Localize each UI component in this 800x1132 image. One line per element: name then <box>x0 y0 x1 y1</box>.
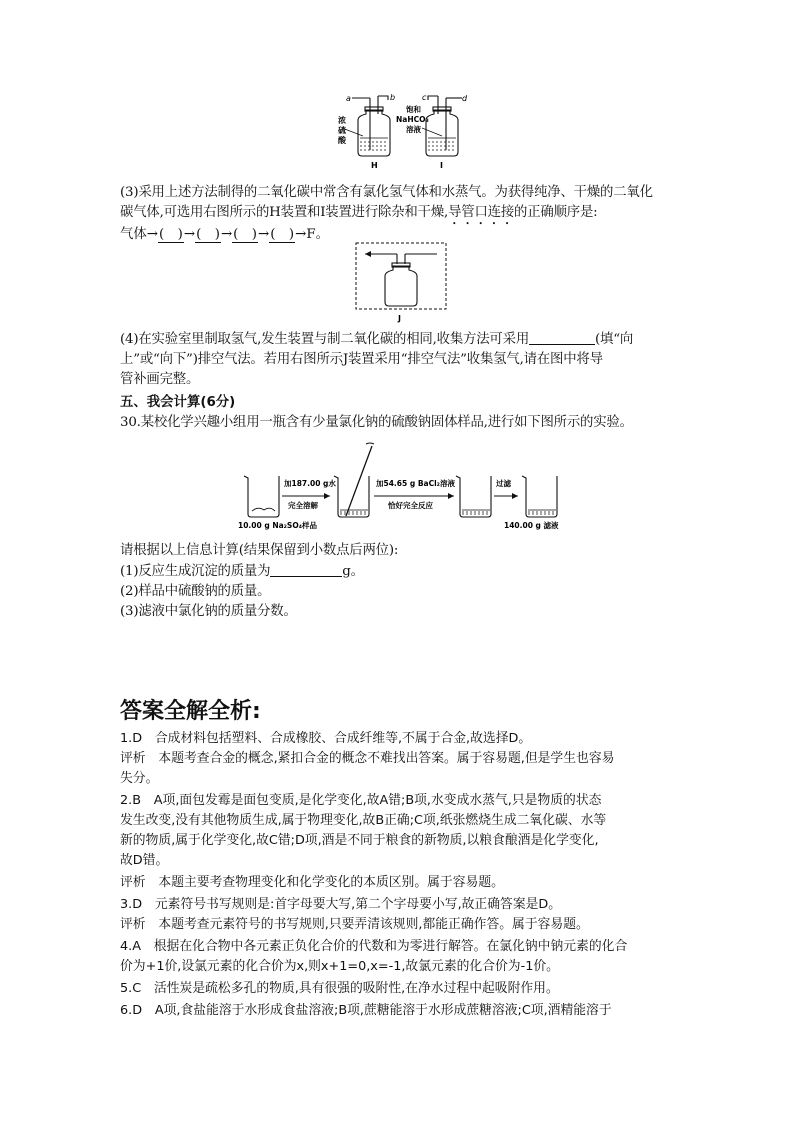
figure-experiment <box>234 440 568 536</box>
q30-sub-2: (2)样品中硫酸钠的质量。 <box>120 584 271 599</box>
q30-sub-3: (3)滤液中氯化钠的质量分数。 <box>120 604 297 619</box>
answer-line: 评析 本题考查合金的概念,紧扣合金的概念不难找出答案。属于容易题,但是学生也容易 <box>120 751 615 766</box>
bottle-h-reagent-3: 酸 <box>338 136 346 145</box>
answer-line: 故D错。 <box>120 853 169 868</box>
q3-line-2-start: 碳气体,可选用右图所示的H装置和I装置进行除杂和干燥, <box>120 205 449 220</box>
q3-line-2-dotted: 导管口连接 <box>448 205 515 220</box>
answer-line: 失分。 <box>120 771 159 786</box>
figure-gas-washing-bottles <box>330 92 480 170</box>
answer-line: 1.D 合成材料包括塑料、合成橡胶、合成纤维等,不属于合金,故选择D。 <box>120 731 532 746</box>
bottle-h-label: H <box>371 161 378 170</box>
q4-answer-blank[interactable] <box>529 330 595 345</box>
section-5-heading: 五、我会计算(6分) <box>120 395 236 410</box>
q3-sequence <box>120 225 329 245</box>
answers-title: 答案全解全析: <box>120 699 261 724</box>
answer-line: 发生改变,没有其他物质生成,属于物理变化,故B正确;C项,纸张燃烧生成二氧化碳、水等 <box>120 813 607 828</box>
bottle-h-reagent-1: 浓 <box>338 116 346 125</box>
q30-sub-1 <box>120 562 364 582</box>
q3-blank-1[interactable]: ( ) <box>159 227 183 242</box>
q3-sequence-start: 气体→ <box>120 227 159 242</box>
answer-line: 评析 本题主要考查物理变化和化学变化的本质区别。属于容易题。 <box>120 875 504 890</box>
q3-blank-3[interactable]: ( ) <box>233 227 258 242</box>
q4-line-1 <box>120 330 633 350</box>
q30-sub-1-end: g。 <box>342 564 364 579</box>
sample-label: 10.00 g Na₂SO₄样品 <box>238 521 317 530</box>
bottle-i-reagent-1: 饱和 <box>406 105 421 114</box>
bottle-i-reagent-2: NaHCO₃ <box>396 115 429 124</box>
port-a-label: a <box>346 94 351 103</box>
q30-prompt: 请根据以上信息计算(结果保留到小数点后两位): <box>120 543 399 558</box>
q3-arrow-3: → <box>258 227 270 242</box>
figure-bottle-j <box>355 242 447 324</box>
q30-sub-1-start: (1)反应生成沉淀的质量为 <box>120 564 271 579</box>
bottle-h-reagent-2: 硫 <box>338 126 346 135</box>
q3-line-2-end: 的正确顺序是: <box>514 205 598 220</box>
q3-arrow-1: → <box>183 227 196 242</box>
step-3-top-label: 过滤 <box>496 479 511 488</box>
q3-blank-4[interactable]: ( ) <box>270 227 295 242</box>
port-b-label: b <box>390 93 396 102</box>
step-1-bottom-label: 完全溶解 <box>288 501 318 510</box>
q4-line-1-end: (填“向 <box>595 332 634 347</box>
answer-line: 评析 本题考查元素符号的书写规则,只要弄清该规则,都能正确作答。属于容易题。 <box>120 917 589 932</box>
q4-line-1-text: (4)在实验室里制取氢气,发生装置与制二氧化碳的相同,收集方法可采用 <box>120 332 530 347</box>
answer-line: 5.C 活性炭是疏松多孔的物质,具有很强的吸附性,在净水过程中起吸附作用。 <box>120 981 559 996</box>
filtrate-label: 140.00 g 滤液 <box>504 521 559 530</box>
answer-line: 2.B A项,面包发霉是面包变质,是化学变化,故A错;B项,水变成水蒸气,只是物质的状态 <box>120 793 602 808</box>
q4-line-3: 管补画完整。 <box>120 372 200 387</box>
q30-sub-1-blank[interactable] <box>270 562 342 577</box>
answer-line: 4.A 根据在化合物中各元素正负化合价的代数和为零进行解答。在氯化钠中钠元素的化合 <box>120 939 628 954</box>
port-c-label: c <box>422 93 427 102</box>
port-d-label: d <box>462 94 468 103</box>
bottle-j-label: J <box>398 314 401 323</box>
step-2-top-label: 加54.65 g BaCl₂溶液 <box>376 479 455 488</box>
q3-arrow-2: → <box>220 227 233 242</box>
answer-line: 3.D 元素符号书写规则是:首字母要大写,第二个字母要小写,故正确答案是D。 <box>120 897 562 912</box>
q3-sequence-end: →F。 <box>295 227 329 242</box>
q3-line-1: (3)采用上述方法制得的二氧化碳中常含有氯化氢气体和水蒸气。为获得纯净、干燥的二氧化 <box>120 185 653 200</box>
answer-line: 价为+1价,设氯元素的化合价为x,则x+1=0,x=-1,故氯元素的化合价为-1价。 <box>120 959 559 974</box>
bottle-i-reagent-3: 溶液 <box>406 125 421 134</box>
answer-line: 6.D A项,食盐能溶于水形成食盐溶液;B项,蔗糖能溶于水形成蔗糖溶液;C项,酒精能溶于 <box>120 1003 612 1018</box>
q3-blank-2[interactable]: ( ) <box>196 227 220 242</box>
q30-stem: 30.某校化学兴趣小组用一瓶含有少量氯化钠的硫酸钠固体样品,进行如下图所示的实验。 <box>120 415 633 430</box>
bottle-i-label: I <box>440 161 443 170</box>
q4-line-2: 上”或“向下”)排空气法。若用右图所示J装置采用“排空气法”收集氢气,请在图中将导 <box>120 352 603 367</box>
answer-line: 新的物质,属于化学变化,故C错;D项,酒是不同于粮食的新物质,以粮食酿酒是化学变化, <box>120 833 599 848</box>
step-2-bottom-label: 恰好完全反应 <box>388 501 433 510</box>
step-1-top-label: 加187.00 g水 <box>284 479 336 488</box>
